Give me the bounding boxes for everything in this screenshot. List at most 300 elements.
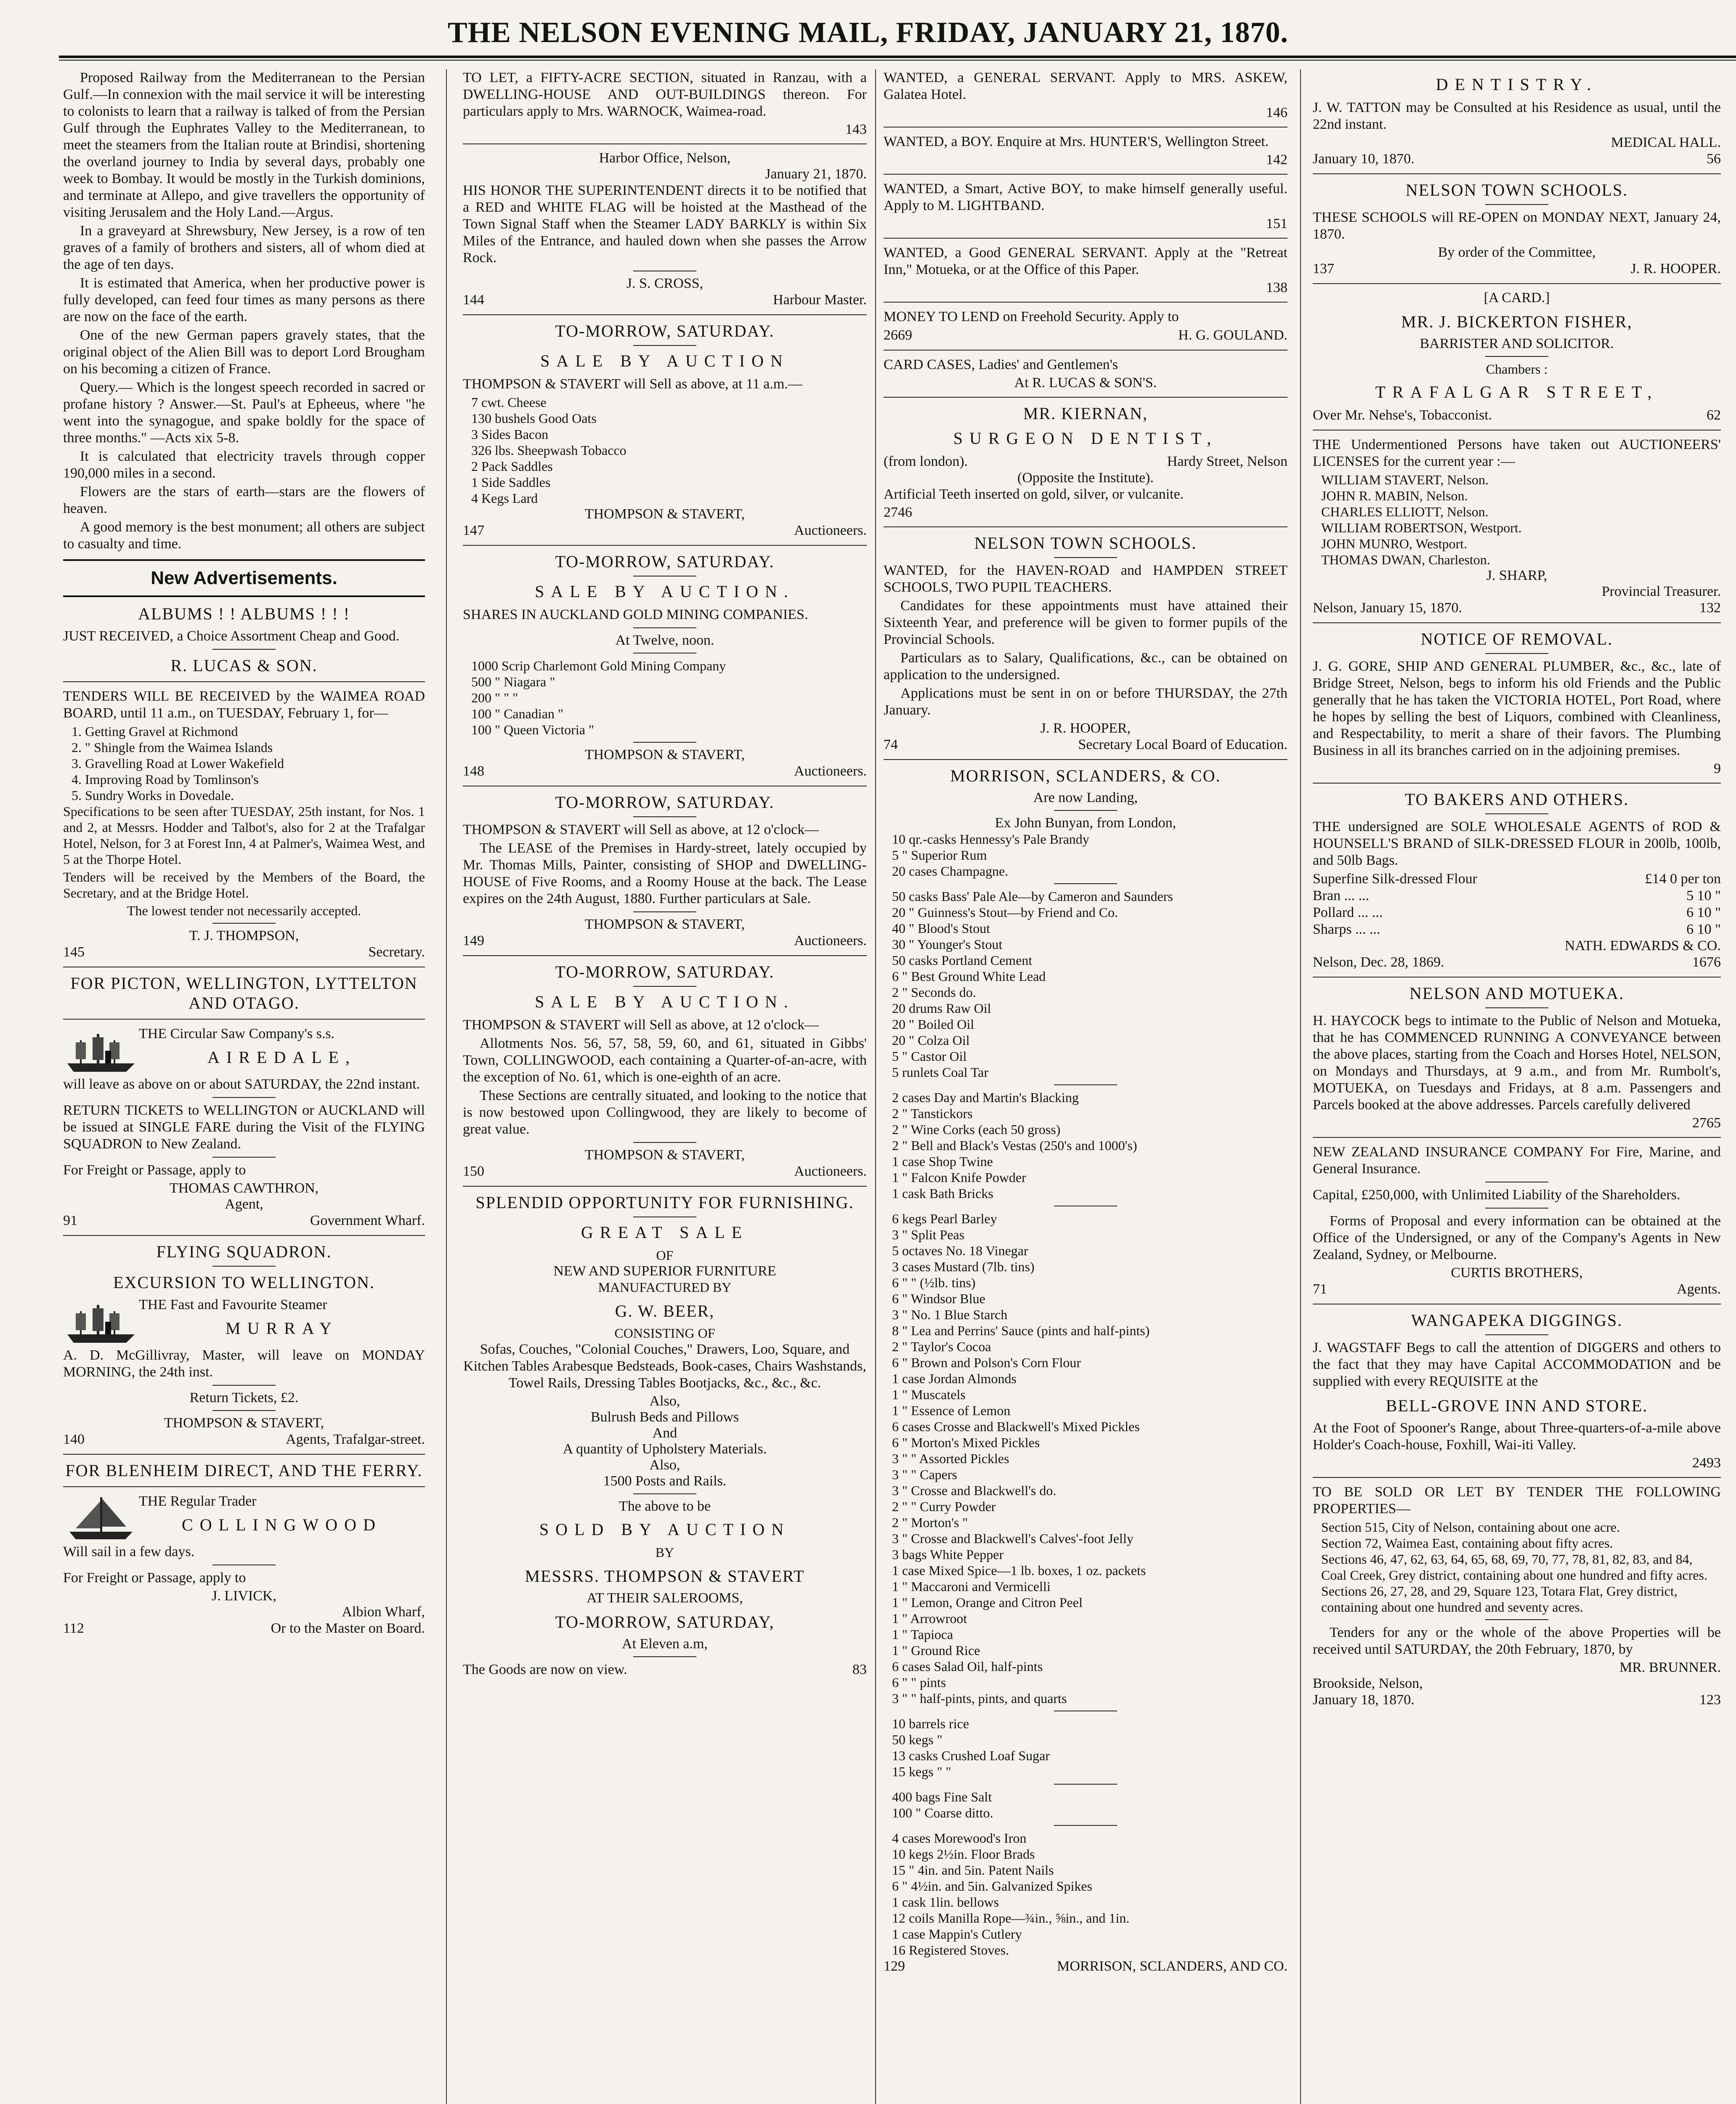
list-item: 3 " Crosse and Blackwell's do. — [892, 1483, 1056, 1498]
table-cell: £14 0 per ton — [1645, 871, 1721, 887]
ad-licenses-footer — [1313, 600, 1721, 616]
divider — [884, 759, 1287, 760]
ad-number: 62 — [1707, 407, 1721, 423]
ad-auction-4-sections: These Sections are centrally situated, and looking to the notice that is now bestowed upon Collingwood, they are likely to become of great value. — [463, 1088, 867, 1137]
ad-furnishing-sold: SOLD BY AUCTION — [539, 1520, 791, 1539]
list-item: 1 " Falcon Knife Powder — [892, 1170, 1026, 1185]
ad-heading-nelson-town-schools: NELSON TOWN SCHOOLS. — [974, 534, 1197, 553]
divider — [463, 314, 867, 315]
ad-dentistry-text: J. W. TATTON may be Consulted at his Residence as usual, until the 22nd instant. — [1313, 100, 1721, 132]
ad-auction-4-text: THOMPSON & STAVERT will Sell as above, at 12 o'clock— — [463, 1017, 819, 1033]
list-item: CHARLES ELLIOTT, Nelson. — [1321, 504, 1489, 519]
divider — [1313, 1477, 1721, 1478]
ad-fisher-name: MR. J. BICKERTON FISHER, — [1401, 312, 1632, 331]
table-cell: Bran ... ... — [1313, 888, 1370, 903]
ad-number: 137 — [1313, 261, 1334, 276]
ad-number: 2669 — [884, 327, 912, 343]
ad-properties-tenders: Tenders for any or the whole of the above Properties will be received until SATURDAY, the 20th February, 1870, by — [1313, 1625, 1721, 1657]
ad-picton-freight: For Freight or Passage, apply to — [63, 1162, 246, 1178]
list-item: 2 " Seconds do. — [892, 985, 976, 1000]
ad-dentistry-date: January 10, 1870. — [1313, 151, 1415, 167]
ad-money-footer — [884, 327, 1287, 344]
ad-properties-address: Brookside, Nelson, — [1313, 1676, 1423, 1691]
divider — [1313, 622, 1721, 623]
sailing-ship-icon — [63, 1493, 139, 1543]
ad-insurance-agents: Agents. — [1677, 1281, 1721, 1297]
short-rule — [1485, 653, 1548, 654]
ad-furnishing-manufactured: MANUFACTURED BY — [598, 1280, 732, 1295]
list-item: 100 " Canadian " — [471, 706, 563, 721]
divider — [884, 302, 1287, 303]
list-item: 5 " Superior Rum — [892, 847, 987, 863]
ad-morrison-ship: Ex John Bunyan, from London, — [995, 815, 1176, 831]
ad-number: 56 — [1707, 151, 1721, 167]
list-item: 130 bushels Good Oats — [471, 411, 597, 426]
short-rule — [633, 1142, 696, 1143]
ad-fisher-street: TRAFALGAR STREET, — [1375, 383, 1659, 401]
ad-morrison-sundries — [884, 1089, 1287, 1201]
ad-heading-nelson-town-schools: NELSON TOWN SCHOOLS. — [1405, 181, 1628, 199]
divider — [884, 174, 1287, 175]
short-rule — [212, 923, 276, 924]
list-item: 2 " " Curry Powder — [892, 1499, 996, 1514]
list-item: 2. " Shingle from the Waimea Islands — [72, 740, 273, 755]
ad-auctioneers: Auctioneers. — [794, 523, 867, 538]
ad-wanted-smart-boy: WANTED, a Smart, Active BOY, to make himself generally useful. Apply to M. LIGHTBAND. — [884, 181, 1287, 213]
list-item: 10 qr.-casks Hennessy's Pale Brandy — [892, 832, 1089, 847]
short-rule — [1054, 1084, 1117, 1085]
table-row — [1313, 887, 1721, 904]
ad-blenheim-master: Or to the Master on Board. — [271, 1621, 425, 1636]
ad-schools-particulars: Particulars as to Salary, Qualifications, &c., can be obtained on application to the undersigned. — [884, 650, 1287, 683]
ad-fisher-footer — [1313, 407, 1721, 424]
ad-tenders-footer — [63, 944, 425, 961]
ad-heading-tomorrow: TO-MORROW, SATURDAY. — [555, 962, 775, 981]
ad-auction-3-signature: THOMPSON & STAVERT, — [584, 917, 745, 932]
ad-tenders-specs: Specifications to be seen after TUESDAY, 25th instant, for Nos. 1 and 2, at Messrs. Hodder and Talbot's, also for 2 at the Trafalgar Hotel, Nelson, for 3 at Forest Inn, 4 at Palmer's, Waimea West, and 5 at the Thorpe Hotel. — [63, 804, 425, 867]
short-rule — [633, 345, 696, 346]
divider — [463, 1186, 867, 1187]
ad-card-label: [A CARD.] — [1484, 290, 1550, 306]
ad-albums-text: JUST RECEIVED, a Choice Assortment Cheap and Good. — [63, 628, 400, 644]
ad-flying-master: A. D. McGillivray, Master, will leave on MONDAY MORNING, the 24th inst. — [63, 1347, 425, 1380]
ad-schools-candidates: Candidates for these appointments must have attained their Sixteenth Year, and preference will be given to former pupils of the Provincial Schools. — [884, 598, 1287, 647]
ad-licenses-signature: J. SHARP, — [1486, 568, 1548, 583]
ad-auction-3-footer — [463, 932, 867, 949]
ad-auction-3-lease: The LEASE of the Premises in Hardy-street, lately occupied by Mr. Thomas Mills, Painter, consisting of SHOP and DWELLING-HOUSE of Five Rooms, and a Roomy House at the back. The Lease expires on the 24th August, 1880. Further particulars at Sale. — [463, 840, 867, 906]
ad-licenses-text: THE Undermentioned Persons have taken out AUCTIONEERS' LICENSES for the current year :— — [1313, 437, 1721, 469]
ad-schools-reopen: THESE SCHOOLS will RE-OPEN on MONDAY NEXT, January 24, 1870. — [1313, 210, 1721, 242]
ad-flying-body — [63, 1296, 425, 1347]
ad-heading-flying-squadron: FLYING SQUADRON. — [156, 1242, 332, 1261]
ad-auction-2-time: At Twelve, noon. — [615, 632, 714, 648]
ad-kiernan-address-row — [884, 453, 1287, 470]
ad-blenheim-sail: Will sail in a few days. — [63, 1544, 195, 1559]
list-item: 3 " " Assorted Pickles — [892, 1451, 1009, 1466]
ad-blenheim-freight: For Freight or Passage, apply to — [63, 1570, 246, 1586]
short-rule — [633, 1656, 696, 1657]
list-item: 2 " Tanstickors — [892, 1106, 973, 1121]
divider — [1313, 977, 1721, 978]
article-flowers: Flowers are the stars of earth—stars are the flowers of heaven. — [63, 484, 425, 516]
article-america: It is estimated that America, when her productive power is fully developed, can feed four times as many persons as there are now on the face of the earth. — [63, 275, 425, 324]
list-item: 6 " Windsor Blue — [892, 1291, 985, 1306]
ad-kiernan-title: SURGEON DENTIST, — [953, 429, 1218, 448]
ad-number: 143 — [845, 122, 867, 137]
ad-kiernan-address: Hardy Street, Nelson — [1167, 454, 1287, 469]
ad-number: 149 — [463, 933, 484, 948]
ad-picton-leave: will leave as above on or about SATURDAY, the 22nd instant. — [63, 1076, 420, 1092]
ad-wangapeka-text: J. WAGSTAFF Begs to call the attention of DIGGERS and others to the fact that they may have Capital ACCOMMODATION and be supplied with every REQUISITE at the — [1313, 1340, 1721, 1389]
short-rule — [1054, 1784, 1117, 1785]
list-item: 3 bags White Pepper — [892, 1547, 1004, 1562]
divider — [1313, 783, 1721, 784]
list-item: 1 case Shop Twine — [892, 1154, 993, 1169]
list-item: 4. Improving Road by Tomlinson's — [72, 772, 259, 787]
ad-wanted-servant: WANTED, a GENERAL SERVANT. Apply to MRS. ASKEW, Galatea Hotel. — [884, 70, 1287, 102]
ad-albums-signature: R. LUCAS & SON. — [170, 656, 318, 675]
ad-blenheim-signature: J. LIVICK, — [212, 1588, 276, 1604]
list-item: 20 " Boiled Oil — [892, 1017, 974, 1032]
ad-wangapeka-inn: BELL-GROVE INN AND STORE. — [1386, 1396, 1648, 1415]
article-query: Query.— Which is the longest speech recorded in sacred or profane history ? Answer.—St. Paul's at Epheeus, where "he went into the synagogue, and spake boldly for the space of three months." —Acts xix 5-8. — [63, 380, 425, 446]
ad-morrison-groceries — [884, 1211, 1287, 1706]
ad-number: 74 — [884, 737, 898, 752]
table-cell: 6 10 " — [1686, 922, 1721, 937]
steamship-icon — [63, 1296, 139, 1347]
list-item: 400 bags Fine Salt — [892, 1789, 992, 1804]
ad-flying-steamer: THE Fast and Favourite Steamer — [139, 1297, 327, 1312]
ad-harbor-date: January 21, 1870. — [765, 166, 867, 182]
list-item: 6 " Brown and Polson's Corn Flour — [892, 1355, 1081, 1370]
ad-kiernan-opposite: (Opposite the Institute). — [1017, 470, 1154, 486]
ad-furnishing-posts: 1500 Posts and Rails. — [603, 1473, 727, 1489]
ad-number: 71 — [1313, 1281, 1327, 1297]
list-item: WILLIAM STAVERT, Nelson. — [1321, 472, 1489, 487]
list-item: WILLIAM ROBERTSON, Westport. — [1321, 520, 1522, 535]
ad-flying-ship: MURRAY — [226, 1319, 338, 1338]
short-rule — [1054, 810, 1117, 811]
ad-auction-2-text: SHARES IN AUCKLAND GOLD MINING COMPANIES. — [463, 607, 808, 622]
ad-flying-footer — [63, 1431, 425, 1448]
list-item: 30 " Younger's Stout — [892, 937, 1003, 952]
ad-heading-tomorrow: TO-MORROW, SATURDAY. — [555, 552, 775, 571]
list-item: 1 cask Bath Bricks — [892, 1186, 993, 1201]
ad-harbor-footer — [463, 292, 867, 308]
ad-number: 144 — [463, 292, 484, 308]
short-rule — [633, 1493, 696, 1494]
ad-furnishing-view: The Goods are now on view. — [463, 1662, 627, 1677]
ad-blenheim-wharf: Albion Wharf, — [342, 1604, 425, 1620]
ad-insurance-footer — [1313, 1281, 1721, 1298]
list-item: 2 " Morton's " — [892, 1515, 968, 1530]
list-item: 4 cases Morewood's Iron — [892, 1830, 1027, 1846]
ad-blenheim-body — [63, 1493, 425, 1543]
list-item: 5 runlets Coal Tar — [892, 1065, 989, 1080]
ad-harbor-signature: J. S. CROSS, — [626, 276, 703, 291]
ad-picton-wharf: Government Wharf. — [310, 1213, 425, 1228]
ad-furnishing-great-sale: GREAT SALE — [581, 1223, 749, 1242]
ad-furnishing-messrs: MESSRS. THOMPSON & STAVERT — [525, 1567, 805, 1586]
ad-number: 2493 — [1692, 1455, 1721, 1471]
ad-furnishing-tomorrow: TO-MORROW, SATURDAY, — [555, 1613, 775, 1631]
list-item: 6 cases Salad Oil, half-pints — [892, 1659, 1043, 1674]
ad-dentistry-hall: MEDICAL HALL. — [1611, 135, 1721, 150]
ad-card-cases-seller: At R. LUCAS & SON'S. — [1014, 375, 1157, 391]
ad-properties-signature: MR. BRUNNER. — [1619, 1660, 1721, 1675]
list-item: 16 Registered Stoves. — [892, 1942, 1009, 1958]
ad-number: 146 — [1266, 105, 1287, 120]
ad-flying-signature: THOMPSON & STAVERT, — [164, 1415, 324, 1431]
article-railway: Proposed Railway from the Mediterranean to the Persian Gulf.—In connexion with the mail service it will be interesting to colonists to learn that a railway is talked of from the Persian Gulf through the Euphrates Valley to the Mediterranean, to meet the steamers from the Italian route at Brindisi, shortening the overland journey to India by several days, probably one week to Bombay. It would be mostly in the Turkish dominions, and terminate at Allepo, and give travellers the opportunity of visiting Jerusalem and the Holy Land.—Argus. — [63, 70, 425, 220]
list-item: 6 " Morton's Mixed Pickles — [892, 1435, 1040, 1450]
divider — [63, 1454, 425, 1455]
ad-heading-furnishing: SPLENDID OPPORTUNITY FOR FURNISHING. — [475, 1193, 854, 1212]
ad-furnishing-consisting: CONSISTING OF — [614, 1326, 715, 1341]
ad-furnishing-of: OF — [656, 1248, 674, 1263]
article-electricity: It is calculated that electricity travels through copper 190,000 miles in a second. — [63, 449, 425, 481]
ad-picton-company: THE Circular Saw Company's s.s. — [139, 1026, 335, 1041]
list-item: 100 " Queen Victoria " — [471, 722, 594, 737]
short-rule — [212, 1266, 276, 1267]
ad-number: 132 — [1699, 600, 1721, 616]
ad-tenders-lowest: The lowest tender not necessarily accepted. — [127, 903, 361, 918]
list-item: JOHN MUNRO, Westport. — [1321, 536, 1468, 551]
ad-furnishing-new: NEW AND SUPERIOR FURNITURE — [553, 1263, 776, 1279]
table-row — [1313, 904, 1721, 921]
list-item: 6 cases Crosse and Blackwell's Mixed Pickles — [892, 1419, 1140, 1434]
short-rule — [212, 1097, 276, 1098]
list-item: 1 " Lemon, Orange and Citron Peel — [892, 1595, 1083, 1610]
list-item: 1 " Ground Rice — [892, 1643, 980, 1658]
list-item: 10 barrels rice — [892, 1716, 969, 1731]
ad-auction-2-signature: THOMPSON & STAVERT, — [584, 747, 745, 762]
list-item: 2 cases Day and Martin's Blacking — [892, 1090, 1079, 1105]
ad-heading-morrison: MORRISON, SCLANDERS, & CO. — [950, 766, 1221, 785]
divider — [1313, 173, 1721, 174]
list-item: 3 " Split Peas — [892, 1227, 965, 1242]
ad-picton-return: RETURN TICKETS to WELLINGTON or AUCKLAND will be issued at SINGLE FARE during the Visit of the FLYING SQUADRON to New Zealand. — [63, 1102, 425, 1152]
ad-bakers-footer — [1313, 954, 1721, 971]
list-item: 3 Sides Bacon — [471, 427, 549, 442]
ad-licenses-treasurer: Provincial Treasurer. — [1601, 584, 1721, 599]
ad-wanted-good-servant: WANTED, a Good GENERAL SERVANT. Apply at the "Retreat Inn," Motueka, or at the Office of this Paper. — [884, 245, 1287, 277]
short-rule — [1054, 557, 1117, 558]
list-item: 5 octaves No. 18 Vinegar — [892, 1243, 1028, 1258]
ad-licenses-list — [1313, 472, 1721, 568]
divider — [63, 1235, 425, 1236]
ad-furnishing-eleven: At Eleven a.m, — [622, 1636, 708, 1652]
ad-morrison-landing: Are now Landing, — [1033, 790, 1138, 805]
ad-number: 9 — [1714, 761, 1721, 776]
ad-auction-1-text: THOMPSON & STAVERT will Sell as above, at 11 a.m.— — [463, 376, 802, 392]
ad-number: 112 — [63, 1621, 84, 1636]
ad-picton-body — [63, 1025, 425, 1076]
ad-furnishing-maker: G. W. BEER, — [615, 1302, 715, 1320]
ad-schools-signature: J. R. HOOPER. — [1630, 261, 1721, 276]
ad-fisher-over: Over Mr. Nehse's, Tobacconist. — [1313, 407, 1492, 423]
ad-heading-bakers: TO BAKERS AND OTHERS. — [1404, 790, 1629, 809]
column-2 — [463, 69, 867, 2104]
short-rule — [1485, 204, 1548, 205]
list-item: 15 kegs " " — [892, 1764, 951, 1779]
list-item: 50 casks Bass' Pale Ale—by Cameron and Saunders — [892, 889, 1173, 904]
ad-furnishing-above: The above to be — [618, 1498, 711, 1514]
list-item: 8 " Lea and Perrins' Sauce (pints and half-pints) — [892, 1323, 1150, 1338]
short-rule — [1485, 1619, 1548, 1620]
list-item: 1 " Muscatels — [892, 1387, 966, 1402]
ad-bakers-signature: NATH. EDWARDS & CO. — [1564, 938, 1721, 954]
list-item: 20 drums Raw Oil — [892, 1001, 991, 1016]
ad-fisher-chambers: Chambers : — [1486, 361, 1548, 377]
ad-morrison-salt — [884, 1789, 1287, 1821]
list-item: 10 kegs 2½in. Floor Brads — [892, 1846, 1035, 1862]
table-row — [1313, 871, 1721, 887]
article-graveyard: In a graveyard at Shrewsbury, New Jersey, is a row of ten graves of a family of brothers and sisters, all of whom died at the age of ten days. — [63, 223, 425, 272]
column-divider — [1300, 69, 1301, 2104]
short-rule — [1485, 356, 1548, 357]
short-rule — [633, 986, 696, 987]
list-item: 20 cases Champagne. — [892, 863, 1009, 879]
ad-auction-4-signature: THOMPSON & STAVERT, — [584, 1147, 745, 1163]
divider — [884, 526, 1287, 527]
ad-properties-footer — [1313, 1692, 1721, 1708]
ad-morrison-footer — [884, 1958, 1287, 1975]
ad-harbor-title: Harbour Master. — [773, 292, 867, 308]
list-item: 13 casks Crushed Loaf Sugar — [892, 1748, 1050, 1763]
table-cell: 5 10 " — [1686, 888, 1721, 903]
list-item: 7 cwt. Cheese — [471, 395, 547, 410]
ad-morrison-ales — [884, 888, 1287, 1080]
ad-tenders-title: Secretary. — [368, 944, 425, 960]
ad-morrison-signature: MORRISON, SCLANDERS, AND CO. — [1057, 1958, 1287, 1974]
ad-licenses-date: Nelson, January 15, 1870. — [1313, 600, 1463, 616]
ad-auctioneers: Auctioneers. — [794, 933, 867, 948]
ad-furnishing-items: Sofas, Couches, "Colonial Couches," Drawers, Loo, Square, and Kitchen Tables Arabesque Bedsteads, Book-cases, Chairs Washstands, Towel Rails, Dressing Tables Bootjacks, &c., &c., &c. — [463, 1342, 866, 1391]
header-rule-thin — [59, 60, 1736, 61]
ad-flying-agents: Agents, Trafalgar-street. — [286, 1432, 425, 1447]
ad-schools-order: By order of the Committee, — [1438, 244, 1596, 260]
short-rule — [633, 653, 696, 654]
ad-number: 129 — [884, 1958, 905, 1974]
ad-morrison-rice-sugar — [884, 1716, 1287, 1780]
list-item: 1 case Mappin's Cutlery — [892, 1926, 1022, 1942]
ad-blenheim-ship: COLLINGWOOD — [182, 1515, 382, 1534]
list-item: 2 " Taylor's Cocoa — [892, 1339, 991, 1354]
list-item: 3 " " Capers — [892, 1467, 957, 1482]
ad-kiernan-from: (from london). — [884, 454, 968, 469]
list-item: 50 kegs " — [892, 1732, 942, 1747]
table-cell: Sharps ... ... — [1313, 922, 1380, 937]
column-divider — [446, 69, 447, 2104]
ad-sale-by-auction: SALE BY AUCTION. — [535, 582, 795, 601]
ad-furnishing-by: BY — [655, 1545, 674, 1560]
ad-number: 83 — [852, 1662, 867, 1677]
list-item: 326 lbs. Sheepwash Tobacco — [471, 443, 626, 458]
short-rule — [212, 1157, 276, 1158]
list-item: 2 Pack Saddles — [471, 459, 553, 474]
ad-heading-removal: NOTICE OF REMOVAL. — [1420, 630, 1613, 648]
divider — [463, 545, 867, 546]
list-item: 5. Sundry Works in Dovedale. — [72, 788, 234, 803]
ad-properties-date: January 18, 1870. — [1313, 1692, 1415, 1708]
list-item: 1 " Arrowroot — [892, 1611, 967, 1626]
ad-blenheim-trader: THE Regular Trader — [139, 1493, 257, 1509]
ad-auction-2-footer — [463, 763, 867, 780]
ad-insurance-signature: CURTIS BROTHERS, — [1451, 1265, 1583, 1280]
column-3 — [884, 69, 1287, 2104]
ad-tenders-list — [63, 723, 425, 803]
ad-furnishing-upholstery: A quantity of Upholstery Materials. — [563, 1441, 767, 1457]
list-item: 6 " " (½lb. tins) — [892, 1275, 976, 1290]
list-item: 5 " Castor Oil — [892, 1049, 967, 1064]
ad-number: 140 — [63, 1432, 85, 1447]
list-item: 3 " " half-pints, pints, and quarts — [892, 1691, 1067, 1706]
ad-sale-by-auction: SALE BY AUCTION — [540, 351, 789, 370]
ad-furnishing-and: And — [652, 1425, 677, 1441]
ad-furnishing-bulrush: Bulrush Beds and Pillows — [590, 1409, 739, 1425]
list-item: 1 cask 1lin. bellows — [892, 1894, 999, 1910]
list-item: Section 72, Waimea East, containing about fifty acres. — [1321, 1535, 1613, 1551]
ad-properties-list — [1313, 1519, 1721, 1615]
list-item: Sections 46, 47, 62, 63, 64, 65, 68, 69, 70, 77, 78, 81, 82, 83, and 84, Coal Creek, Grey district, containing about one hundred and fifty acres. — [1321, 1551, 1707, 1583]
ad-sale-by-auction: SALE BY AUCTION. — [535, 992, 795, 1011]
ad-tenders-text: TENDERS WILL BE RECEIVED by the WAIMEA ROAD BOARD, until 11 a.m., on TUESDAY, February 1, for— — [63, 688, 425, 721]
ad-money-signature: H. G. GOULAND. — [1178, 327, 1287, 343]
divider — [1313, 283, 1721, 284]
table-cell: 6 10 " — [1686, 905, 1721, 920]
short-rule — [1054, 883, 1117, 884]
list-item: JOHN R. MABIN, Nelson. — [1321, 488, 1468, 503]
list-item: 3. Gravelling Road at Lower Wakefield — [72, 756, 284, 771]
steamship-icon — [63, 1025, 139, 1076]
ad-to-let: TO LET, a FIFTY-ACRE SECTION, situated in Ranzau, with a DWELLING-HOUSE AND OUT-BUILDINGS thereon. For particulars apply to Mrs. WARNOCK, Waimea-road. — [463, 70, 867, 119]
ad-properties-text: TO BE SOLD OR LET BY TENDER THE FOLLOWING PROPERTIES— — [1313, 1484, 1721, 1517]
short-rule — [1485, 1334, 1548, 1335]
ad-number: 148 — [463, 763, 484, 779]
divider — [63, 595, 425, 597]
ad-furnishing-also-2: Also, — [649, 1457, 680, 1473]
ad-removal-text: J. G. GORE, SHIP AND GENERAL PLUMBER, &c., &c., late of Bridge Street, Nelson, begs to inform his old Friends and the Public generally that he has taken the VICTORIA HOTEL, Port Road, where he hopes by selling the best of Liquors, combined with Cleanliness, and Respectability, to merit a share of their favors. The Plumbing Business in all its branches carried on in the adjoining premises. — [1313, 659, 1721, 758]
list-item: 15 " 4in. and 5in. Patent Nails — [892, 1862, 1054, 1878]
ad-auction-4-allotments: Allotments Nos. 56, 57, 58, 59, 60, and 61, situated in Gibbs' Town, COLLINGWOOD, each containing a Quarter-of-an-acre, with the exception of No. 61, which is one-eighth of an acre. — [463, 1036, 867, 1085]
list-item: 6 " Best Ground White Lead — [892, 969, 1046, 984]
ad-number: 91 — [63, 1213, 77, 1228]
ad-tenders-received: Tenders will be received by the Members of the Board, the Secretary, and at the Bridge Hotel. — [63, 869, 425, 901]
ad-bakers-text: THE undersigned are SOLE WHOLESALE AGENTS of ROD & HOUNSELL'S BRAND of SILK-DRESSED FLOUR in 200lb, 100lb, and 50lb Bags. — [1313, 819, 1721, 868]
column-divider — [875, 69, 876, 2104]
ad-dentistry-footer — [1313, 151, 1721, 167]
ad-tenders-signature: T. J. THOMPSON, — [189, 928, 299, 943]
ad-furnishing-salerooms: AT THEIR SALEROOMS, — [587, 1590, 743, 1606]
column-1 — [63, 69, 425, 2104]
ad-auction-4-footer — [463, 1163, 867, 1180]
ad-furnishing-also: Also, — [649, 1393, 680, 1409]
short-rule — [633, 911, 696, 912]
list-item: 500 " Niagara " — [471, 674, 555, 689]
ad-number: 1676 — [1692, 954, 1721, 970]
ad-number: 142 — [1266, 152, 1287, 167]
ad-number: 150 — [463, 1164, 484, 1179]
ad-insurance-forms: Forms of Proposal and every information can be obtained at the Office of the Undersigned, or any of the Company's Agents in New Zealand, Sydney, or Melbourne. — [1313, 1213, 1721, 1262]
list-item: 4 Kegs Lard — [471, 491, 538, 506]
list-item: 100 " Coarse ditto. — [892, 1805, 993, 1820]
ad-number: 145 — [63, 944, 85, 960]
ad-kiernan-teeth: Artificial Teeth inserted on gold, silver, or vulcanite. — [884, 486, 1184, 502]
ad-furnishing-footer — [463, 1661, 867, 1678]
ad-number: 2765 — [1692, 1115, 1721, 1131]
list-item: 2 " Bell and Black's Vestas (250's and 1000's) — [892, 1138, 1137, 1153]
